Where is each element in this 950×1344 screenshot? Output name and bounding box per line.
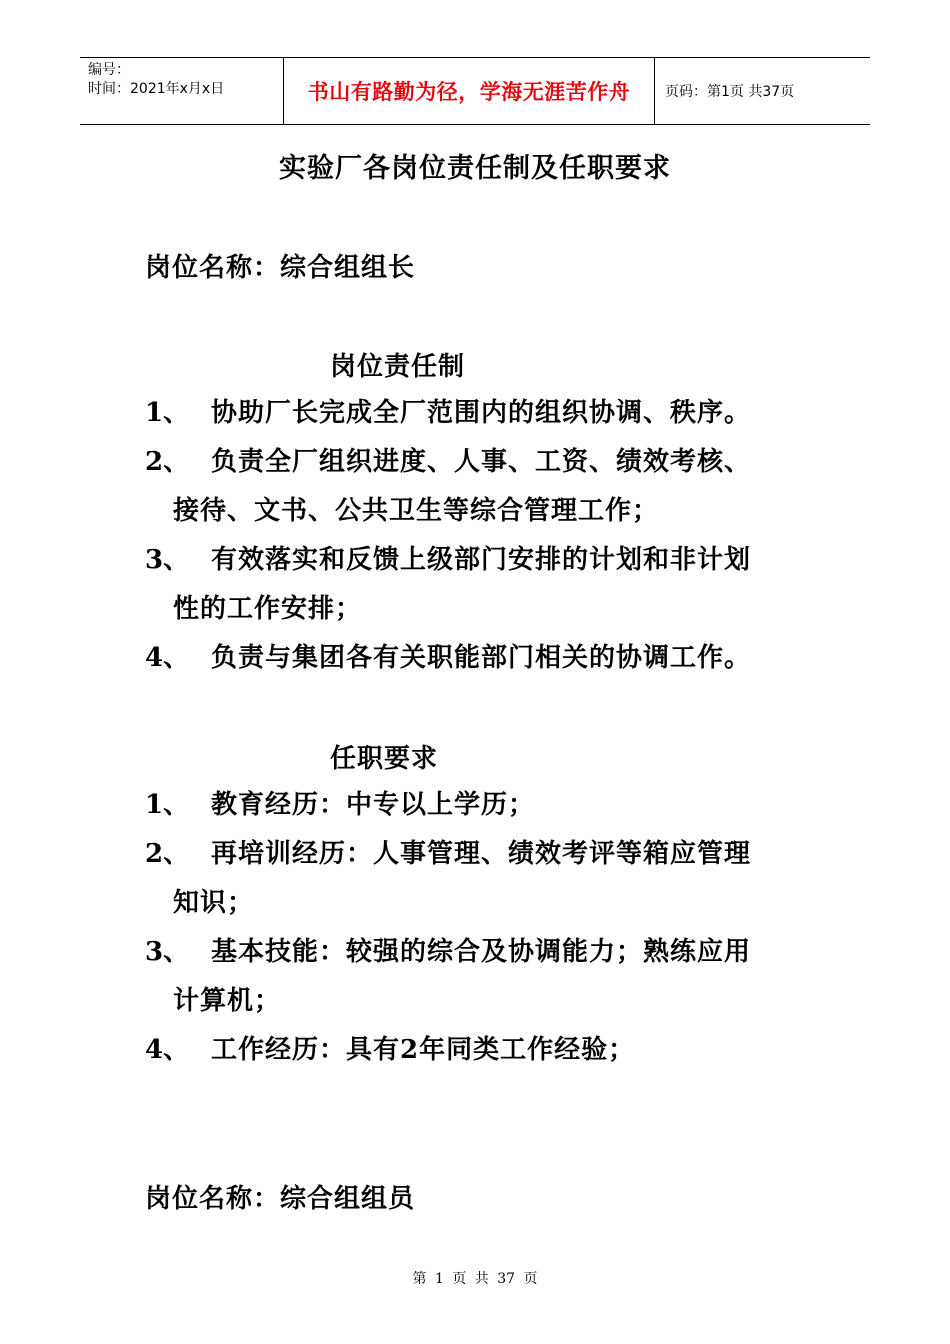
requirement-num: 4、	[145, 1035, 190, 1065]
requirement-num: 1、	[145, 790, 190, 820]
requirements-title: 任职要求	[330, 744, 439, 774]
header-meta	[80, 58, 283, 124]
duty-text-cont: 性的工作安排；	[173, 594, 363, 624]
requirement-text: 再培训经历：人事管理、绩效考评等箱应管理	[211, 839, 752, 869]
header-motto: 书山有路勤为径，学海无涯苦作舟	[283, 58, 655, 124]
duty-num: 4、	[145, 643, 190, 673]
requirement-text: 基本技能：较强的综合及协调能力；熟练应用	[211, 937, 752, 967]
requirement-item	[145, 928, 805, 1026]
requirement-text-cont: 计算机；	[173, 986, 282, 1016]
requirement-item	[145, 1026, 805, 1075]
requirement-item	[145, 781, 805, 830]
duty-num: 2、	[145, 447, 190, 477]
duty-num: 1、	[145, 398, 190, 428]
duty-item	[145, 536, 805, 634]
number-label: 编号：	[88, 62, 130, 78]
time-label: 时间：2021年x月x日	[88, 81, 225, 97]
duty-text: 协助厂长完成全厂范围内的组织协调、秩序。	[211, 398, 752, 428]
duty-item	[145, 634, 805, 683]
duty-text: 负责与集团各有关职能部门相关的协调工作。	[211, 643, 752, 673]
duty-item	[145, 389, 805, 438]
duty-item	[145, 438, 805, 536]
requirement-num: 2、	[145, 839, 190, 869]
position-name-1: 岗位名称：综合组组长	[145, 253, 416, 283]
requirement-num: 3、	[145, 937, 190, 967]
duty-text: 负责全厂组织进度、人事、工资、绩效考核、	[211, 447, 752, 477]
duty-text-cont: 接待、文书、公共卫生等综合管理工作；	[173, 496, 660, 526]
page-header	[80, 57, 870, 125]
requirement-text: 教育经历：中专以上学历；	[211, 790, 536, 820]
requirement-text: 工作经历：具有2年同类工作经验；	[211, 1035, 636, 1065]
requirement-item	[145, 830, 805, 928]
document-title: 实验厂各岗位责任制及任职要求	[279, 153, 671, 184]
duty-text: 有效落实和反馈上级部门安排的计划和非计划	[211, 545, 752, 575]
page-footer: 第 1 页 共 37 页	[412, 1271, 538, 1287]
duty-num: 3、	[145, 545, 190, 575]
requirement-text-cont: 知识；	[173, 888, 255, 918]
position-name-2: 岗位名称：综合组组员	[145, 1184, 416, 1214]
duties-title: 岗位责任制	[330, 352, 466, 382]
header-page-info: 页码：第1页 共37页	[665, 84, 795, 100]
